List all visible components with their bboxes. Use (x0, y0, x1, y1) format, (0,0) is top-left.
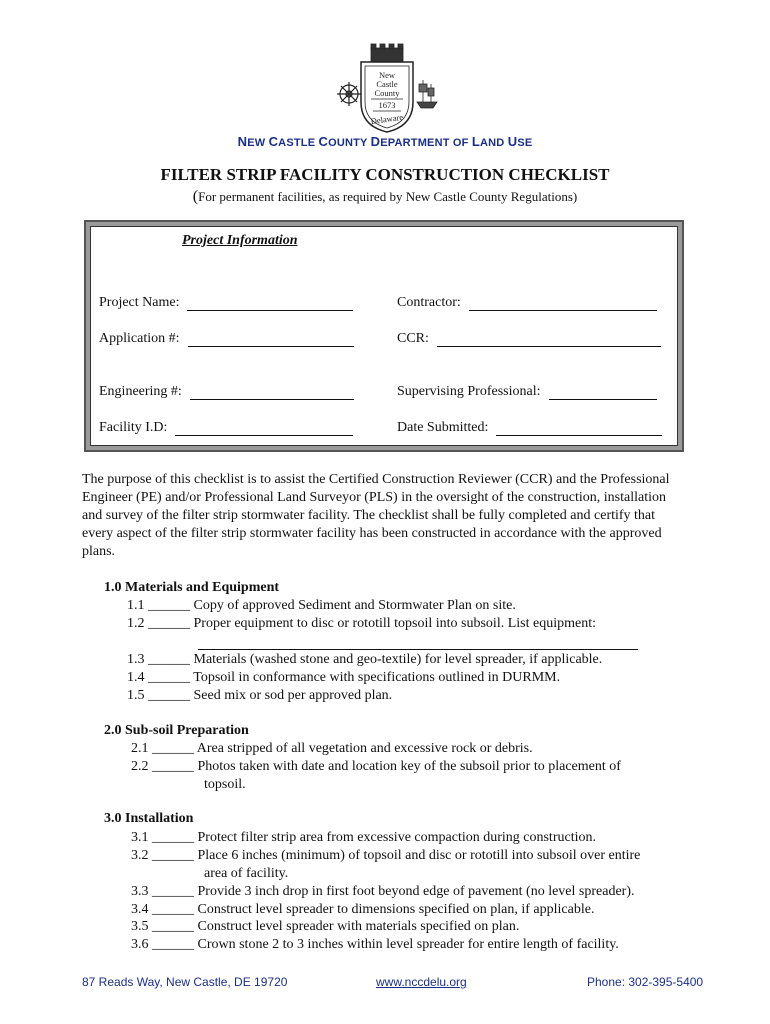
project-information-heading: Project Information (182, 233, 298, 248)
checklist-item-continuation: topsoil. (204, 777, 246, 792)
document-subtitle: (For permanent facilities, as required by New Castle County Regulations) (192, 188, 578, 205)
department-name: NEW CASTLE COUNTY DEPARTMENT OF LAND USE (237, 134, 533, 149)
checklist-item[interactable]: 1.2 ______ Proper equipment to disc or rototill topsoil into subsoil. List equipment: (127, 616, 596, 631)
footer-website-link[interactable]: www.nccdelu.org (376, 975, 467, 989)
section-heading: 2.0 Sub-soil Preparation (104, 723, 249, 738)
county-seal-logo (333, 40, 441, 136)
seal-line-county: County (374, 88, 400, 98)
date-submitted-field[interactable]: Date Submitted: (397, 420, 662, 436)
checklist-item[interactable]: 3.2 ______ Place 6 inches (minimum) of topsoil and disc or rototill into subsoil over entire (131, 848, 641, 863)
checklist-item[interactable]: 1.5 ______ Seed mix or sod per approved plan. (127, 688, 393, 703)
section-heading: 1.0 Materials and Equipment (104, 580, 280, 595)
application-number-field[interactable]: Application #: (99, 331, 354, 347)
footer-phone: Phone: 302-395-5400 (587, 975, 704, 989)
checklist-item[interactable]: 1.1 ______ Copy of approved Sediment and Stormwater Plan on site. (127, 598, 516, 613)
checklist-item[interactable]: 1.3 ______ Materials (washed stone and geo-textile) for level spreader, if applicable. (127, 652, 603, 667)
checklist-item-continuation: area of facility. (204, 866, 289, 881)
section-heading: 3.0 Installation (104, 811, 194, 826)
checklist-item[interactable]: 1.4 ______ Topsoil in conformance with specifications outlined in DURMM. (127, 670, 561, 685)
footer-address: 87 Reads Way, New Castle, DE 19720 (82, 975, 288, 989)
document-title: FILTER STRIP FACILITY CONSTRUCTION CHECKLIST (160, 165, 610, 184)
checklist-item[interactable]: 3.1 ______ Protect filter strip area from excessive compaction during construction. (131, 830, 596, 845)
seal-state: Delaware (370, 111, 404, 127)
seal-year: 1673 (378, 100, 396, 110)
checklist-item[interactable]: 3.4 ______ Construct level spreader to dimensions specified on plan, if applicable. (131, 902, 595, 917)
checklist-item[interactable]: 2.1 ______ Area stripped of all vegetation and excessive rock or debris. (131, 741, 533, 756)
equipment-list-line[interactable] (198, 649, 638, 650)
ccr-field[interactable]: CCR: (397, 331, 661, 347)
supervising-professional-field[interactable]: Supervising Professional: (397, 384, 657, 400)
checklist-item[interactable]: 3.6 ______ Crown stone 2 to 3 inches within level spreader for entire length of facility. (131, 937, 619, 952)
seal-line-castle: Castle (376, 79, 398, 89)
project-name-field[interactable]: Project Name: (99, 295, 353, 311)
checklist-item[interactable]: 3.5 ______ Construct level spreader with materials specified on plan. (131, 919, 520, 934)
checklist-item[interactable]: 3.3 ______ Provide 3 inch drop in first foot beyond edge of pavement (no level spreader). (131, 884, 635, 899)
project-information-box (84, 220, 684, 452)
contractor-field[interactable]: Contractor: (397, 295, 657, 311)
engineering-number-field[interactable]: Engineering #: (99, 384, 354, 400)
facility-id-field[interactable]: Facility I.D: (99, 420, 353, 436)
seal-line-new: New (378, 70, 396, 80)
purpose-paragraph: The purpose of this checklist is to assist the Certified Construction Reviewer (CCR) and the Professional Engineer (PE) and/or Professional Land Surveyor (PLS) in the oversight of the construction, installation and survey of the filter strip stormwater facility. The checklist shall be fully completed and certify that every aspect of the filter strip stormwater facility has been constructed in accordance with the approved plans. (82, 472, 670, 559)
checklist-item[interactable]: 2.2 ______ Photos taken with date and location key of the subsoil prior to placement of (131, 759, 621, 774)
